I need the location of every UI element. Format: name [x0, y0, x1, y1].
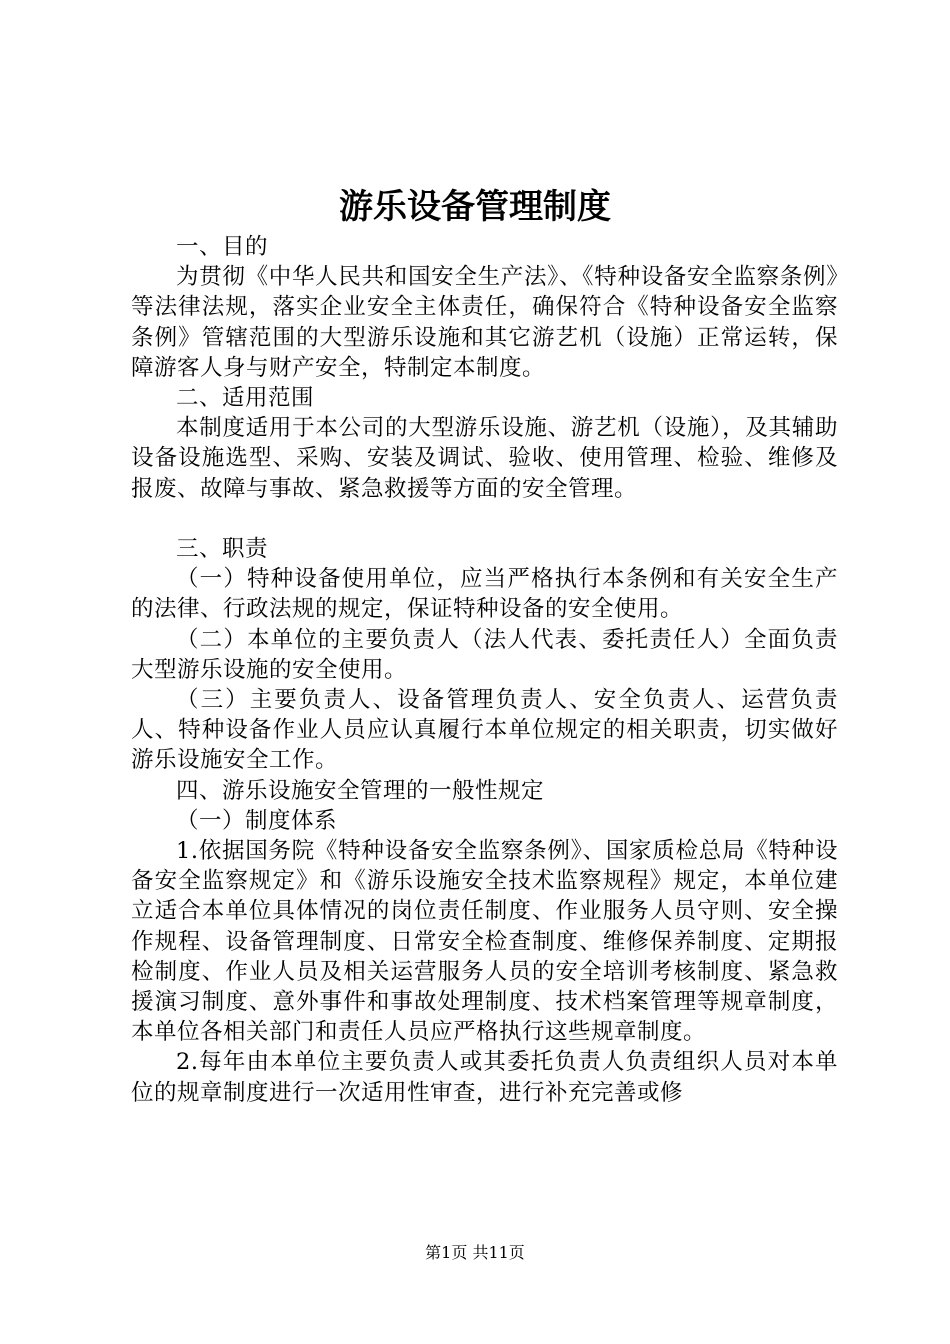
page-footer: 第1页 共11页 [425, 1243, 525, 1262]
section-heading-scope: 二、适用范围 [176, 385, 315, 412]
document-body [131, 232, 838, 1108]
section-heading-duties: 三、职责 [176, 536, 269, 563]
paragraph-purpose: 为贯彻《中华人民共和国安全生产法》、《特种设备安全监察条例》等法律法规，落实企业安全主体责任，确保符合《特种设备安全监察条例》管辖范围的大型游乐设施和其它游艺机（设施）正常运转，保障游客人身与财产安全，特制定本制度。 [131, 264, 838, 381]
paragraph-scope: 本制度适用于本公司的大型游乐设施、游艺机（设施），及其辅助设备设施选型、采购、安装及调试、验收、使用管理、检验、维修及报废、故障与事故、紧急救援等方面的安全管理。 [131, 415, 838, 502]
document-title: 游乐设备管理制度 [339, 187, 611, 227]
paragraph-duty-2: （二）本单位的主要负责人（法人代表、委托责任人）全面负责大型游乐设施的安全使用。 [131, 626, 838, 683]
paragraph-rule-2: 2.每年由本单位主要负责人或其委托负责人负责组织人员对本单位的规章制度进行一次适用性审查，进行补充完善或修 [131, 1049, 838, 1106]
paragraph-rule-1: 1.依据国务院《特种设备安全监察条例》、国家质检总局《特种设备安全监察规定》和《游乐设施安全技术监察规程》规定，本单位建立适合本单位具体情况的岗位责任制度、作业服务人员守则、安全操作规程、设备管理制度、日常安全检查制度、维修保养制度、定期报检制度、作业人员及相关运营服务人员的安全培训考核制度、紧急救援演习制度、意外事件和事故处理制度、技术档案管理等规章制度，本单位各相关部门和责任人员应严格执行这些规章制度。 [131, 838, 838, 1046]
paragraph-duty-1: （一）特种设备使用单位，应当严格执行本条例和有关安全生产的法律、行政法规的规定，保证特种设备的安全使用。 [131, 566, 838, 623]
paragraph-duty-3: （三）主要负责人、设备管理负责人、安全负责人、运营负责人、特种设备作业人员应认真履行本单位规定的相关职责，切实做好游乐设施安全工作。 [131, 687, 838, 774]
section-heading-general-rules: 四、游乐设施安全管理的一般性规定 [176, 777, 545, 804]
section-heading-purpose: 一、目的 [176, 234, 269, 260]
subsection-heading-system: （一）制度体系 [176, 807, 338, 834]
